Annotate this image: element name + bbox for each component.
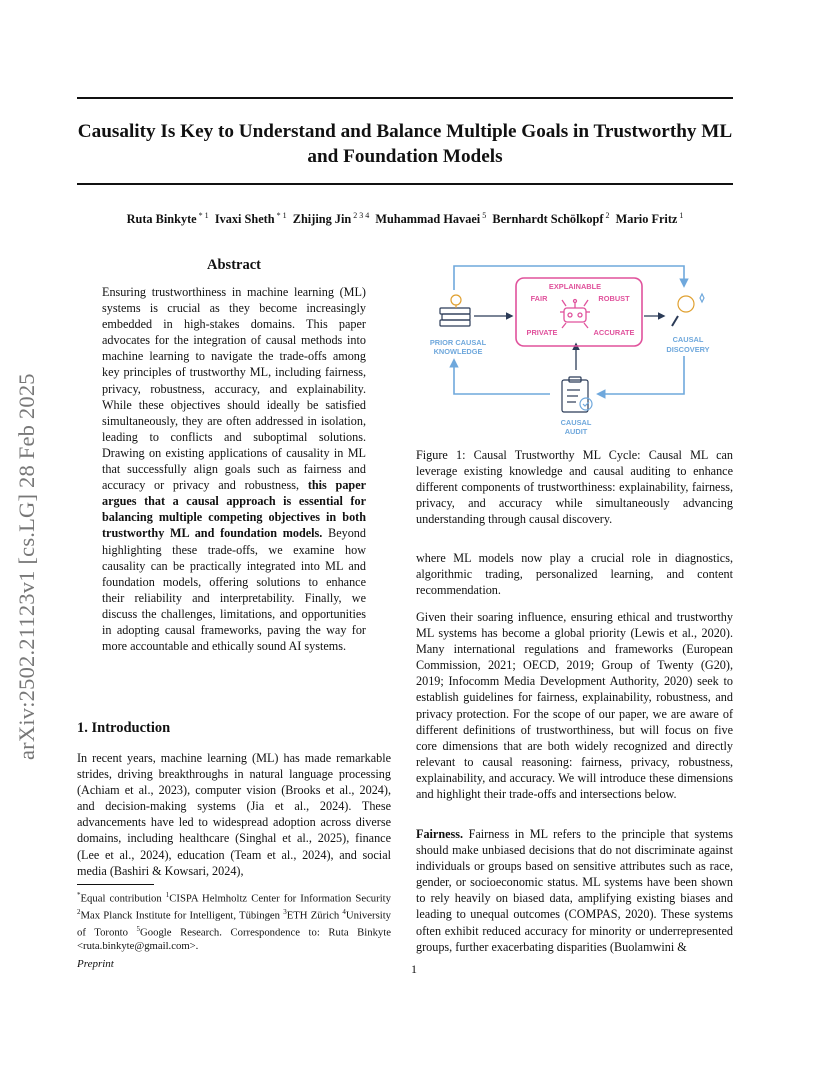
footnote-marker: 5 xyxy=(136,924,141,933)
author-affiliation: * 1 xyxy=(196,211,209,220)
footnote-marker: 1 xyxy=(165,891,170,899)
abstract-text-1: Ensuring trustworthiness in machine learning (ML) systems is crucial as they become increasingly embedded in high-stakes domains. This paper advocates for the integration of causal methods into machine learning to navigate the trade-offs among key principles of trustworthy ML, including fairness, privacy, robustness, accuracy, and explainability. While these objectives should ideally be satisfied simultaneously, they are often addressed in isolation, leading to conflicts and suboptimal solutions. Drawing on existing applications of causality in ML that successfully align goals such as fairness and accuracy or privacy and robustness, xyxy=(102,285,366,493)
fairness-paragraph xyxy=(416,826,733,955)
label-private: PRIVATE xyxy=(526,328,558,337)
arxiv-stamp: arXiv:2502.21123v1 [cs.LG] 28 Feb 2025 xyxy=(14,373,39,760)
author-name: Muhammad Havaei xyxy=(375,212,481,227)
footnote-text: Max Planck Institute for Intelligent, Tübingen xyxy=(80,909,284,922)
author-name: Bernhardt Schölkopf xyxy=(492,212,604,227)
label-discovery-1: CAUSAL xyxy=(672,335,704,344)
label-audit-2: AUDIT xyxy=(564,427,588,436)
author-affiliation: 2 xyxy=(603,211,610,220)
label-robust: ROBUST xyxy=(598,294,630,303)
clipboard-check-icon xyxy=(562,377,592,412)
footnote xyxy=(77,889,391,953)
footnote-marker: * xyxy=(77,891,81,899)
footnote-text: Equal contribution xyxy=(80,892,166,905)
abstract-heading: Abstract xyxy=(207,257,261,273)
author-name: Zhijing Jin xyxy=(292,212,352,227)
fairness-text: Fairness in ML refers to the principle that systems should make unbiased decisions that do not discriminate against individuals or groups based on sensitive attributes such as race, gender, or socioeconomic status. ML systems have been shown to rely heavily on biased data, amplifying existing biases and leading to unequal outcomes (COMPAS, 2020). These systems often exhibit reduced accuracy for minority or underrepresented groups, further exacerbating disparities (Buolamwini & xyxy=(416,827,733,954)
footnote-text: University of Toronto xyxy=(77,909,392,939)
abstract-text-2: Beyond highlighting these trade-offs, we examine how causality can be practically integrated into ML and foundation models, offering solutions to enhance their reliability and interpretability. Finally, we discuss the challenges, limitations, and opportunities in adopting causal frameworks, paving the way for more accountable and ethically sound AI systems. xyxy=(102,526,366,654)
paper-title: Causality Is Key to Understand and Balance Multiple Goals in Trustworthy ML and Foundation Models xyxy=(77,121,733,167)
author-affiliation: 1 xyxy=(677,211,684,220)
footnote-marker: 3 xyxy=(283,907,287,916)
label-prior-2: KNOWLEDGE xyxy=(433,347,483,356)
author-affiliation: 2 3 4 xyxy=(351,211,370,220)
label-explainable: EXPLAINABLE xyxy=(548,282,602,291)
footnote-rule xyxy=(77,884,154,885)
author-affiliation: 5 xyxy=(480,211,487,220)
abstract-body xyxy=(102,284,366,654)
robot-icon xyxy=(560,300,590,329)
footnote-marker: 4 xyxy=(342,907,346,916)
cycle-arrow-right xyxy=(598,356,684,394)
footnote-marker: 2 xyxy=(77,907,81,916)
figure-caption: Figure 1: Causal Trustworthy ML Cycle: Causal ML can leverage existing knowledge and causal auditing to enhance different components of trustworthiness: explainability, fairness, privacy, and accuracy while simultaneously advancing understanding through causal discovery. xyxy=(416,448,733,527)
preprint-label: Preprint xyxy=(77,958,114,970)
label-discovery-2: DISCOVERY xyxy=(666,345,710,354)
label-fair: FAIR xyxy=(530,294,548,303)
author-affiliation: * 1 xyxy=(274,211,287,220)
top-rule xyxy=(77,97,733,99)
cycle-arrow-left xyxy=(454,360,550,394)
page-number: 1 xyxy=(411,962,417,976)
introduction-paragraph: In recent years, machine learning (ML) has made remarkable strides, driving breakthroughs in natural language processing (Achiam et al., 2023), computer vision (Brooks et al., 2024), and decision-making systems (Jia et al., 2024). These advancements have led to widespread adoption across diverse domains, including healthcare (Singhal et al., 2025), finance (Lee et al., 2024), education (Team et al., 2024), and social media (Bashiri & Kowsari, 2024), xyxy=(77,751,391,878)
footnote-text: CISPA Helmholtz Center for Information Security xyxy=(169,892,391,905)
fairness-heading: Fairness. xyxy=(416,827,464,841)
label-accurate: ACCURATE xyxy=(593,328,635,337)
footnote-text: Google Research. Correspondence to: Ruta Binkyte <ruta.binkyte@gmail.com>. xyxy=(77,926,391,952)
section-heading-introduction: 1. Introduction xyxy=(77,720,171,736)
author-list xyxy=(77,211,733,227)
right-paragraph-2: Given their soaring influence, ensuring ethical and trustworthy ML systems has become a global priority (Lewis et al., 2020). Many international regulations and frameworks (European Commission, 2021; OECD, 2019; Group of Twenty (G20), 2019; Infocomm Media Development Authority, 2020) seek to establish guidelines for fairness, explainability, robustness, and privacy protection. For the scope of our paper, we are aware of different definitions of trustworthiness, but will focus on five core dimensions that are both widely recognized and directly relevant to causal reasoning: fairness, privacy, robustness, explainability, and accuracy. We will introduce these dimensions and highlight their trade-offs and intersections below. xyxy=(416,610,733,802)
right-paragraph-1: where ML models now play a crucial role in diagnostics, algorithmic trading, personalized learning, and content recommendation. xyxy=(416,551,733,598)
title-bottom-rule xyxy=(77,183,733,185)
figure-causal-cycle xyxy=(412,258,734,440)
abstract-claim: this paper argues that a causal approach is essential for balancing multiple competing objectives in both trustworthy ML and foundation models. xyxy=(102,478,367,541)
label-audit-1: CAUSAL xyxy=(560,418,592,427)
discovery-bulb-icon xyxy=(672,294,704,326)
footnote-text: ETH Zürich xyxy=(286,909,343,922)
label-prior-1: PRIOR CAUSAL xyxy=(429,338,487,347)
author-name: Mario Fritz xyxy=(615,212,678,227)
author-name: Ivaxi Sheth xyxy=(214,212,275,227)
author-name: Ruta Binkyte xyxy=(126,212,197,227)
books-lightbulb-icon xyxy=(440,295,470,326)
